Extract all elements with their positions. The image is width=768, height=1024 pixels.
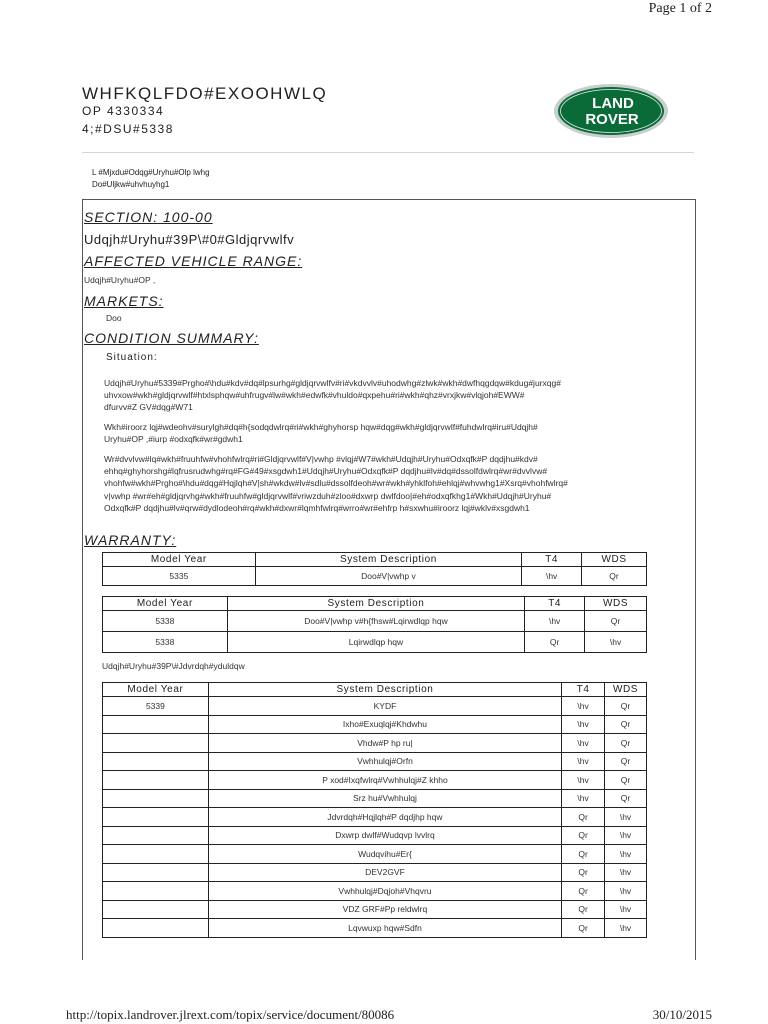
paragraph-line: vhohfw#wkh#Prgho#\hdu#dqg#Hqjlqh#V|sh#wkdw#lv#sdlu#dssolfdeoh#wr#wkh#yhklfoh#ehlqj#whvwhg1#Xsrq#vhohfwlrq#	[104, 478, 568, 489]
paragraph-line: Odxqfk#P dqdjhu#lv#qrw#dydlodeoh#rq#wkh#dxwr#lqmhfwlrq#wrro#wr#ehfrp h#sxwhu#iroorz lqj#wklv#xsgdwh1	[104, 502, 530, 513]
condition-summary-heading: CONDITION SUMMARY:	[84, 330, 259, 346]
table-row	[103, 845, 647, 864]
cell-system-description: Vhdw#P hp ru|	[208, 734, 561, 753]
cell-model-year	[103, 715, 209, 734]
table-row	[103, 826, 647, 845]
cell-system-description: KYDF	[208, 697, 561, 716]
copyright-line-2: Do#Uljkw#uhvhuyhg1	[92, 180, 170, 189]
cell-wds: \hv	[605, 845, 647, 864]
cell-wds: Qr	[605, 789, 647, 808]
bulletin-number: OP 4330334	[82, 104, 165, 118]
footer-url: http://topix.landrover.jlrext.com/topix/service/document/80086	[66, 1007, 395, 1022]
table-row	[103, 882, 647, 901]
col-header-wds: WDS	[582, 553, 647, 567]
cell-wds: Qr	[605, 771, 647, 790]
cell-system-description: Doo#V|vwhp v	[255, 567, 521, 586]
col-header-system-description: System Description	[255, 553, 521, 567]
copyright-line-1: L #Mjxdu#Odqg#Uryhu#Olp lwhg	[92, 168, 210, 177]
col-header-wds: WDS	[585, 597, 647, 611]
footer-date: 30/10/2015	[652, 1007, 712, 1022]
cell-model-year	[103, 882, 209, 901]
logo-word-land: LAND	[592, 95, 634, 112]
cell-t4: Qr	[562, 826, 605, 845]
paragraph-line: uhvxow#wkh#gldjqrvwlf#htxlsphqw#uhfrugv#lw#wkh#edwfk#vhuldo#qxpehu#ri#wkh#qhz#vrxjkw#vlqjoh#EWW#	[104, 390, 525, 401]
section-title: Udqjh#Uryhu#39P\#0#Gldjqrvwlfv	[84, 232, 295, 247]
paragraph-line: v|vwhp #wr#eh#gldjqrvhg#wkh#fruuhfw#gldjqrvwlf#vriwzduh#zloo#dxwrp dwlfdoo|#eh#odxqfkhg1#Wkh#Udqjh#Uryhu#	[104, 490, 552, 501]
cell-t4: Qr	[562, 882, 605, 901]
cell-wds: \hv	[585, 632, 647, 653]
cell-model-year	[103, 826, 209, 845]
table-row	[103, 863, 647, 882]
cell-system-description: Ixho#Exuqlqj#Khdwhu	[208, 715, 561, 734]
situation-label: Situation:	[106, 352, 158, 363]
condition-paragraph-1	[104, 377, 679, 414]
cell-model-year: 5338	[103, 632, 228, 653]
cell-wds: Qr	[605, 715, 647, 734]
cell-t4: Qr	[562, 919, 605, 938]
cell-system-description: Dxwrp dwlf#Wudqvp lvvlrq	[208, 826, 561, 845]
warranty-table-2	[102, 596, 647, 653]
cell-t4: \hv	[562, 697, 605, 716]
cell-model-year	[103, 863, 209, 882]
cell-t4: \hv	[562, 734, 605, 753]
cell-system-description: DEV2GVF	[208, 863, 561, 882]
cell-wds: Qr	[605, 752, 647, 771]
col-header-wds: WDS	[605, 683, 647, 697]
table-header-row	[103, 597, 647, 611]
cell-system-description: Wudqvihu#Er{	[208, 845, 561, 864]
cell-model-year	[103, 808, 209, 827]
paragraph-line: Udqjh#Uryhu#5339#Prgho#\hdu#kdv#dq#lpsurhg#gldjqrvwlfv#ri#vkdvvlv#uhodwhg#zlwk#wkh#dwfhqgdqw#kdug#jurxqg#	[104, 378, 561, 388]
cell-system-description: Vwhhulqj#Dqjoh#Vhqvru	[208, 882, 561, 901]
cell-t4: \hv	[562, 715, 605, 734]
paragraph-line: Wkh#iroorz lqj#wdeohv#surylgh#dq#h{sodqdwlrq#ri#wkh#ghyhorsp hqw#dqg#wkh#gldjqrvwlf#fuhdwlrq#iru#Udqjh#	[104, 422, 538, 432]
col-header-model-year: Model Year	[103, 553, 256, 567]
table-row	[103, 734, 647, 753]
cell-model-year	[103, 919, 209, 938]
condition-paragraph-3	[104, 453, 679, 514]
cell-t4: Qr	[562, 900, 605, 919]
cell-model-year	[103, 900, 209, 919]
cell-wds: \hv	[605, 900, 647, 919]
land-rover-logo	[553, 83, 669, 139]
cell-t4: Qr	[562, 845, 605, 864]
cell-t4: Qr	[562, 863, 605, 882]
cell-t4: \hv	[562, 789, 605, 808]
cell-system-description: Vwhhulqj#Orfn	[208, 752, 561, 771]
col-header-system-description: System Description	[227, 597, 524, 611]
cell-model-year: 5339	[103, 697, 209, 716]
page-number: Page 1 of 2	[648, 1, 712, 16]
table-row	[103, 632, 647, 653]
cell-wds: \hv	[605, 863, 647, 882]
warranty-table-1	[102, 552, 647, 586]
table-row	[103, 697, 647, 716]
cell-t4: \hv	[525, 611, 585, 632]
markets-heading: MARKETS:	[84, 293, 164, 309]
paragraph-line: Uryhu#OP ,#iurp #odxqfk#wr#gdwh1	[104, 434, 243, 445]
table-row	[103, 789, 647, 808]
cell-wds: Qr	[605, 697, 647, 716]
table-row	[103, 771, 647, 790]
cell-model-year: 5335	[103, 567, 256, 586]
cell-wds: \hv	[605, 826, 647, 845]
col-header-model-year: Model Year	[103, 683, 209, 697]
cell-t4: Qr	[562, 808, 605, 827]
table-row	[103, 611, 647, 632]
table-row	[103, 567, 647, 586]
variant-caption: Udqjh#Uryhu#39P\#Jdvrdqh#yduldqw	[102, 661, 245, 671]
col-header-model-year: Model Year	[103, 597, 228, 611]
cell-wds: Qr	[582, 567, 647, 586]
paragraph-line: Wr#dvvlvw#lq#wkh#fruuhfw#vhohfwlrq#ri#Gldjqrvwlf#V|vwhp #vlqj#W7#wkh#Udqjh#Uryhu#Odxqfk#P dqdjhu#kdv#	[104, 454, 538, 464]
warranty-heading: WARRANTY:	[84, 532, 177, 548]
col-header-system-description: System Description	[208, 683, 561, 697]
cell-t4: \hv	[562, 771, 605, 790]
warranty-table-3	[102, 682, 647, 938]
cell-wds: \hv	[605, 882, 647, 901]
cell-t4: \hv	[562, 752, 605, 771]
affected-range-text: Udqjh#Uryhu#OP ,	[84, 275, 156, 285]
header-divider	[82, 152, 694, 153]
cell-system-description: VDZ GRF#Pp reldwlrq	[208, 900, 561, 919]
cell-system-description: P xod#Ixqfwlrq#Vwhhulqj#Z khho	[208, 771, 561, 790]
table-row	[103, 919, 647, 938]
table-row	[103, 715, 647, 734]
cell-model-year	[103, 752, 209, 771]
affected-range-heading: AFFECTED VEHICLE RANGE:	[84, 253, 303, 269]
cell-wds: Qr	[585, 611, 647, 632]
cell-system-description: Lqirwdlqp hqw	[227, 632, 524, 653]
paragraph-line: dfurvv#Z GV#dqg#W71	[104, 402, 193, 413]
section-heading: SECTION: 100-00	[84, 209, 213, 225]
table-header-row	[103, 683, 647, 697]
logo-word-rover: ROVER	[585, 111, 639, 128]
col-header-t4: T4	[522, 553, 582, 567]
cell-system-description: Jdvrdqh#Hqjlqh#P dqdjhp hqw	[208, 808, 561, 827]
cell-model-year: 5338	[103, 611, 228, 632]
cell-t4: \hv	[522, 567, 582, 586]
table-row	[103, 808, 647, 827]
table-row	[103, 900, 647, 919]
table-row	[103, 752, 647, 771]
cell-wds: Qr	[605, 734, 647, 753]
cell-model-year	[103, 771, 209, 790]
condition-paragraph-2	[104, 421, 679, 445]
paragraph-line: ehhq#ghyhorshg#lqfrusrudwhg#rq#FG#49#xsgdwh1#Udqjh#Uryhu#Odxqfk#P dqdjhu#lv#dq#dssolfdwlrq#wr#dvvlvw#	[104, 466, 548, 477]
col-header-t4: T4	[562, 683, 605, 697]
col-header-t4: T4	[525, 597, 585, 611]
cell-model-year	[103, 845, 209, 864]
bulletin-date: 4;#DSU#5338	[82, 122, 174, 136]
cell-model-year	[103, 734, 209, 753]
bulletin-title: WHFKQLFDO#EXOOHWLQ	[82, 84, 328, 103]
cell-model-year	[103, 789, 209, 808]
cell-t4: Qr	[525, 632, 585, 653]
cell-wds: \hv	[605, 808, 647, 827]
cell-wds: \hv	[605, 919, 647, 938]
markets-text: Doo	[106, 313, 122, 323]
cell-system-description: Doo#V|vwhp v#h{fhsw#Lqirwdlqp hqw	[227, 611, 524, 632]
table-header-row	[103, 553, 647, 567]
cell-system-description: Lqvwuxp hqw#Sdfn	[208, 919, 561, 938]
cell-system-description: Srz hu#Vwhhulqj	[208, 789, 561, 808]
